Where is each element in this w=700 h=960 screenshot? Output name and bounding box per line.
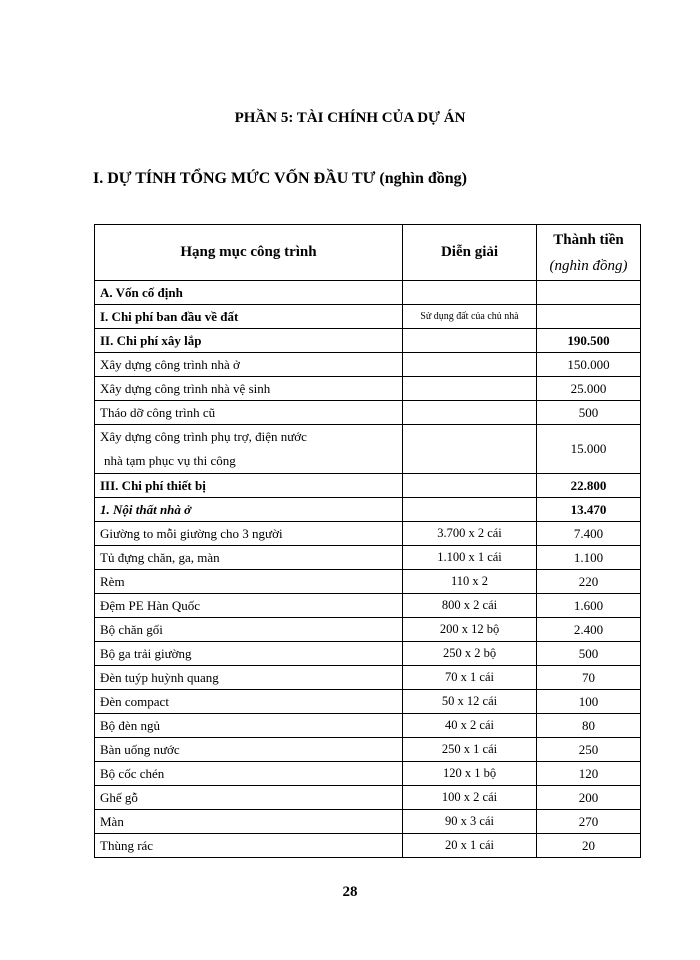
row-description <box>403 329 537 353</box>
row-item: Tủ đựng chăn, ga, màn <box>95 546 403 570</box>
row-amount: 190.500 <box>537 329 641 353</box>
row-amount: 1.600 <box>537 594 641 618</box>
row-description: 120 x 1 bộ <box>403 762 537 786</box>
table-row <box>95 738 641 762</box>
row-item <box>95 425 403 474</box>
row-item: Đệm PE Hàn Quốc <box>95 594 403 618</box>
row-amount: 500 <box>537 642 641 666</box>
row-description: 50 x 12 cái <box>403 690 537 714</box>
row-description: 200 x 12 bộ <box>403 618 537 642</box>
row-item: I. Chi phí ban đầu về đất <box>95 305 403 329</box>
row-item: III. Chi phí thiết bị <box>95 474 403 498</box>
table-row <box>95 618 641 642</box>
row-item: Đèn tuýp huỳnh quang <box>95 666 403 690</box>
table-row <box>95 498 641 522</box>
row-item: Ghế gỗ <box>95 786 403 810</box>
row-amount: 100 <box>537 690 641 714</box>
row-description <box>403 353 537 377</box>
table-row <box>95 353 641 377</box>
table-header-row <box>95 225 641 281</box>
row-item: Bộ cốc chén <box>95 762 403 786</box>
row-item: Rèm <box>95 570 403 594</box>
row-description: 100 x 2 cái <box>403 786 537 810</box>
table-row <box>95 377 641 401</box>
row-description: 110 x 2 <box>403 570 537 594</box>
row-item: 1. Nội thất nhà ở <box>95 498 403 522</box>
row-description: 40 x 2 cái <box>403 714 537 738</box>
row-amount: 20 <box>537 834 641 858</box>
row-item: II. Chi phí xây lắp <box>95 329 403 353</box>
document-title: PHẦN 5: TÀI CHÍNH CỦA DỰ ÁN <box>234 110 466 126</box>
row-item: Bộ ga trải giường <box>95 642 403 666</box>
row-amount <box>537 281 641 305</box>
row-amount: 120 <box>537 762 641 786</box>
row-item: Bộ đèn ngủ <box>95 714 403 738</box>
table-row <box>95 594 641 618</box>
row-amount: 2.400 <box>537 618 641 642</box>
table-row <box>95 305 641 329</box>
row-item: Xây dựng công trình nhà ở <box>95 353 403 377</box>
table-row <box>95 546 641 570</box>
column-header-amount <box>537 225 641 281</box>
row-description: 250 x 2 bộ <box>403 642 537 666</box>
table-row <box>95 834 641 858</box>
row-amount: 15.000 <box>537 425 641 474</box>
row-item: Đèn compact <box>95 690 403 714</box>
row-amount: 80 <box>537 714 641 738</box>
table-row <box>95 401 641 425</box>
table-row <box>95 810 641 834</box>
row-amount: 22.800 <box>537 474 641 498</box>
row-amount: 70 <box>537 666 641 690</box>
table-row <box>95 329 641 353</box>
row-item: Tháo dỡ công trình cũ <box>95 401 403 425</box>
table-row <box>95 425 641 474</box>
row-description <box>403 401 537 425</box>
row-item-line-1: Xây dựng công trình phụ trợ, điện nước <box>100 429 307 444</box>
row-description <box>403 281 537 305</box>
row-description: 250 x 1 cái <box>403 738 537 762</box>
row-amount: 1.100 <box>537 546 641 570</box>
column-header-amount-unit: (nghìn đồng) <box>549 257 628 274</box>
row-item: Bàn uống nước <box>95 738 403 762</box>
table-row <box>95 522 641 546</box>
row-description <box>403 425 537 474</box>
investment-table <box>94 224 641 858</box>
row-description: 90 x 3 cái <box>403 810 537 834</box>
row-amount: 270 <box>537 810 641 834</box>
row-item: Màn <box>95 810 403 834</box>
row-item: Bộ chăn gối <box>95 618 403 642</box>
table-row <box>95 281 641 305</box>
row-amount <box>537 305 641 329</box>
row-amount: 500 <box>537 401 641 425</box>
page-number: 28 <box>342 884 358 900</box>
row-amount: 25.000 <box>537 377 641 401</box>
table-row <box>95 714 641 738</box>
table-row <box>95 690 641 714</box>
table-row <box>95 642 641 666</box>
row-description <box>403 498 537 522</box>
table-row <box>95 762 641 786</box>
section-title: I. DỰ TÍNH TỔNG MỨC VỐN ĐẦU TƯ (nghìn đồng) <box>93 170 467 187</box>
row-item: Giường to mỗi giường cho 3 người <box>95 522 403 546</box>
row-description: Sử dụng đất của chủ nhà <box>403 305 537 329</box>
row-item: A. Vốn cố định <box>95 281 403 305</box>
column-header-item: Hạng mục công trình <box>95 225 403 281</box>
row-amount: 150.000 <box>537 353 641 377</box>
column-header-description: Diễn giải <box>403 225 537 281</box>
row-description: 1.100 x 1 cái <box>403 546 537 570</box>
row-description: 20 x 1 cái <box>403 834 537 858</box>
row-description: 3.700 x 2 cái <box>403 522 537 546</box>
table-row <box>95 474 641 498</box>
row-amount: 7.400 <box>537 522 641 546</box>
row-item: Xây dựng công trình nhà vệ sinh <box>95 377 403 401</box>
column-header-amount-label: Thành tiền <box>553 231 624 248</box>
row-amount: 200 <box>537 786 641 810</box>
table-row <box>95 570 641 594</box>
row-description <box>403 474 537 498</box>
row-item-line-2: nhà tạm phục vụ thi công <box>104 453 236 468</box>
row-description: 800 x 2 cái <box>403 594 537 618</box>
row-description <box>403 377 537 401</box>
row-amount: 13.470 <box>537 498 641 522</box>
row-item: Thùng rác <box>95 834 403 858</box>
row-description: 70 x 1 cái <box>403 666 537 690</box>
table-row <box>95 666 641 690</box>
row-amount: 250 <box>537 738 641 762</box>
row-amount: 220 <box>537 570 641 594</box>
table-row <box>95 786 641 810</box>
